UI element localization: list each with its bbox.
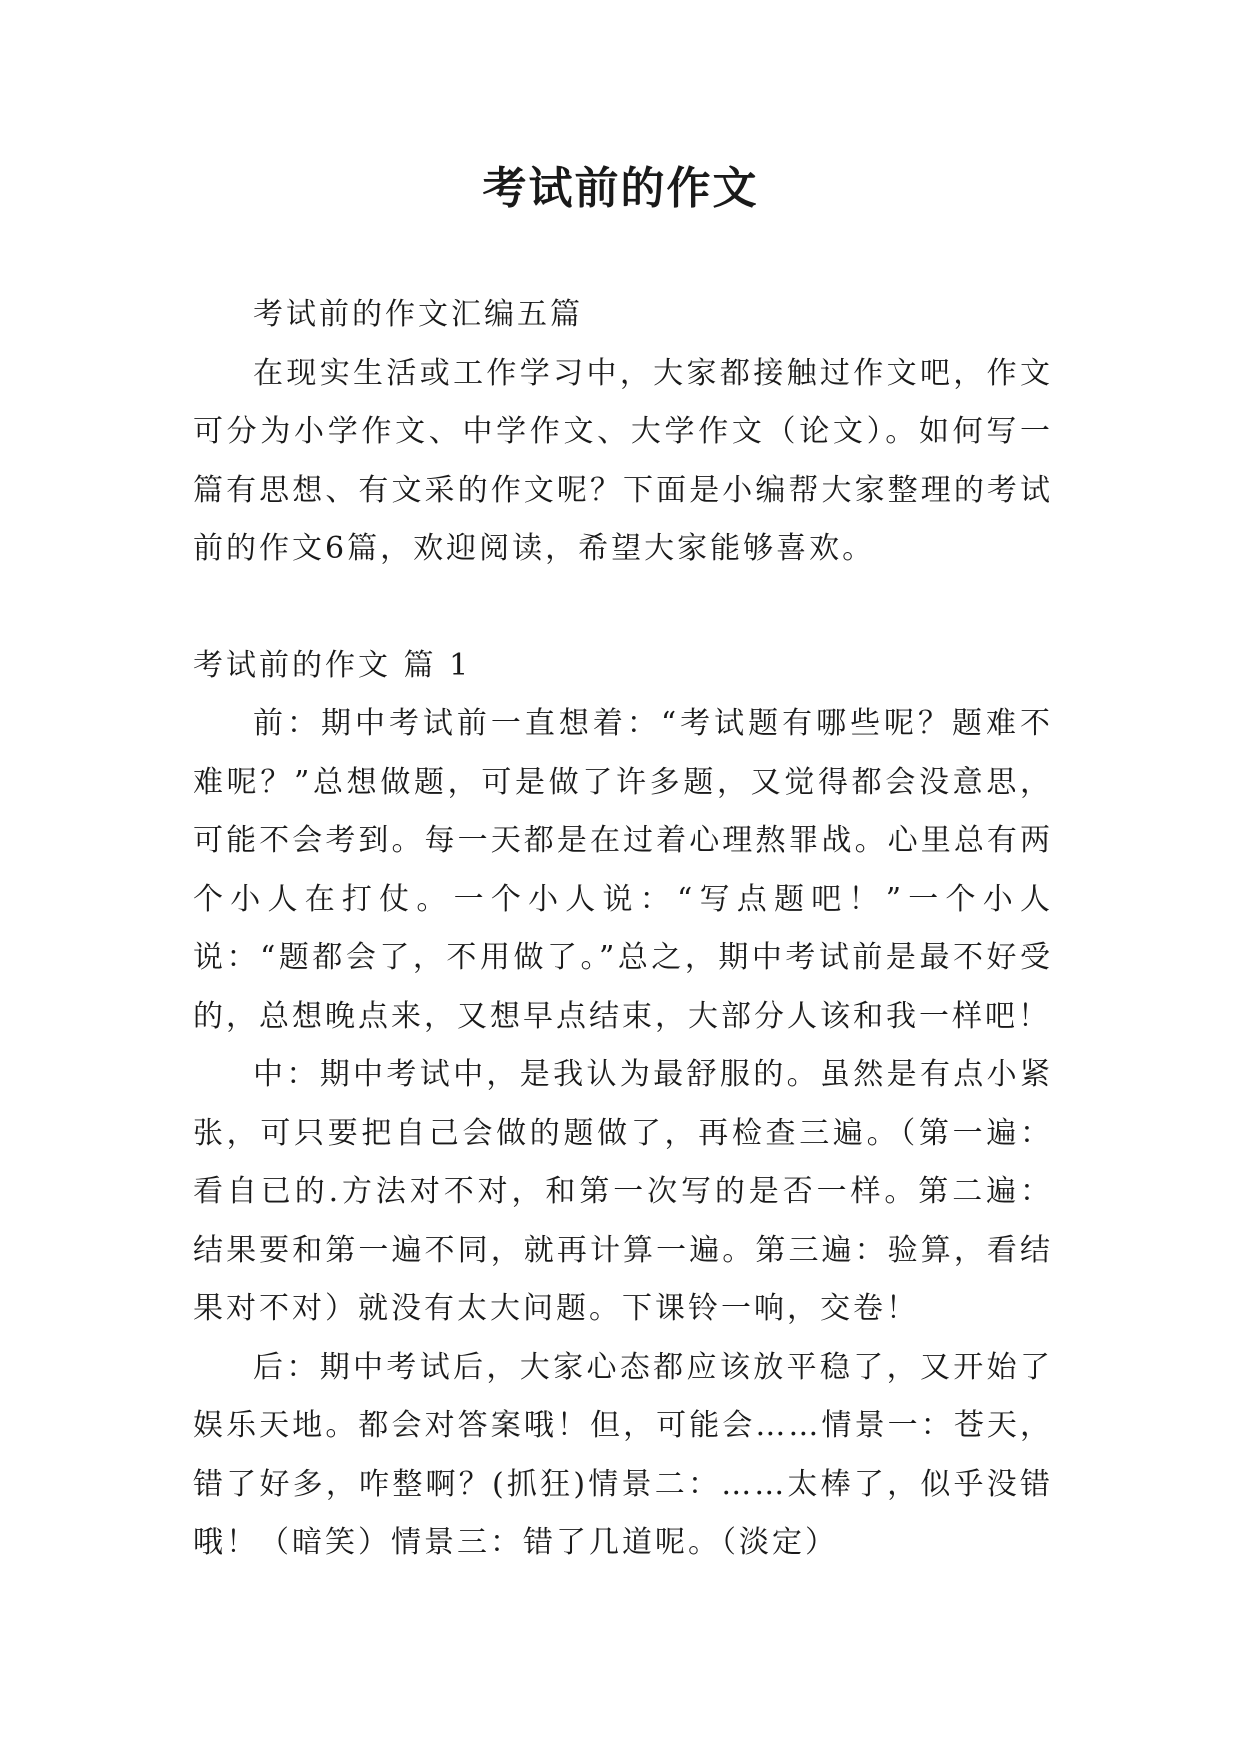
document-subtitle: 考试前的作文汇编五篇 bbox=[253, 297, 583, 332]
document-title: 考试前的作文 bbox=[482, 163, 759, 214]
body-paragraph-after: 后：期中考试后，大家心态都应该放平稳了，又开始了娱乐天地。都会对答案哦！但，可能会……情景一：苍天，错了好多，咋整啊？(抓狂)情景二：……太棒了，似乎没错哦！（暗笑）情景三：错了几道呢。（淡定） bbox=[193, 1349, 1053, 1560]
body-paragraph-during: 中：期中考试中，是我认为最舒服的。虽然是有点小紧张，可只要把自己会做的题做了，再检查三遍。（第一遍：看自已的.方法对不对，和第一次写的是否一样。第二遍：结果要和第一遍不同，就再计算一遍。第三遍：验算，看结果对不对）就没有太大问题。下课铃一响，交卷！ bbox=[193, 1057, 1053, 1326]
body-paragraph-before: 前：期中考试前一直想着：“考试题有哪些呢？题难不难呢？”总想做题，可是做了许多题，又觉得都会没意思，可能不会考到。每一天都是在过着心理熬罪战。心里总有两个小人在打仗。一个小人说：“写点题吧！”一个小人说：“题都会了，不用做了。”总之，期中考试前是最不好受的，总想晚点来，又想早点结束，大部分人该和我一样吧！ bbox=[193, 706, 1053, 1034]
document-body bbox=[193, 286, 1053, 1573]
intro-paragraph: 在现实生活或工作学习中，大家都接触过作文吧，作文可分为小学作文、中学作文、大学作文（论文）。如何写一篇有思想、有文采的作文呢？下面是小编帮大家整理的考试前的作文6篇，欢迎阅读，希望大家能够喜欢。 bbox=[193, 355, 1053, 566]
section-heading: 考试前的作文 篇 1 bbox=[193, 647, 472, 683]
